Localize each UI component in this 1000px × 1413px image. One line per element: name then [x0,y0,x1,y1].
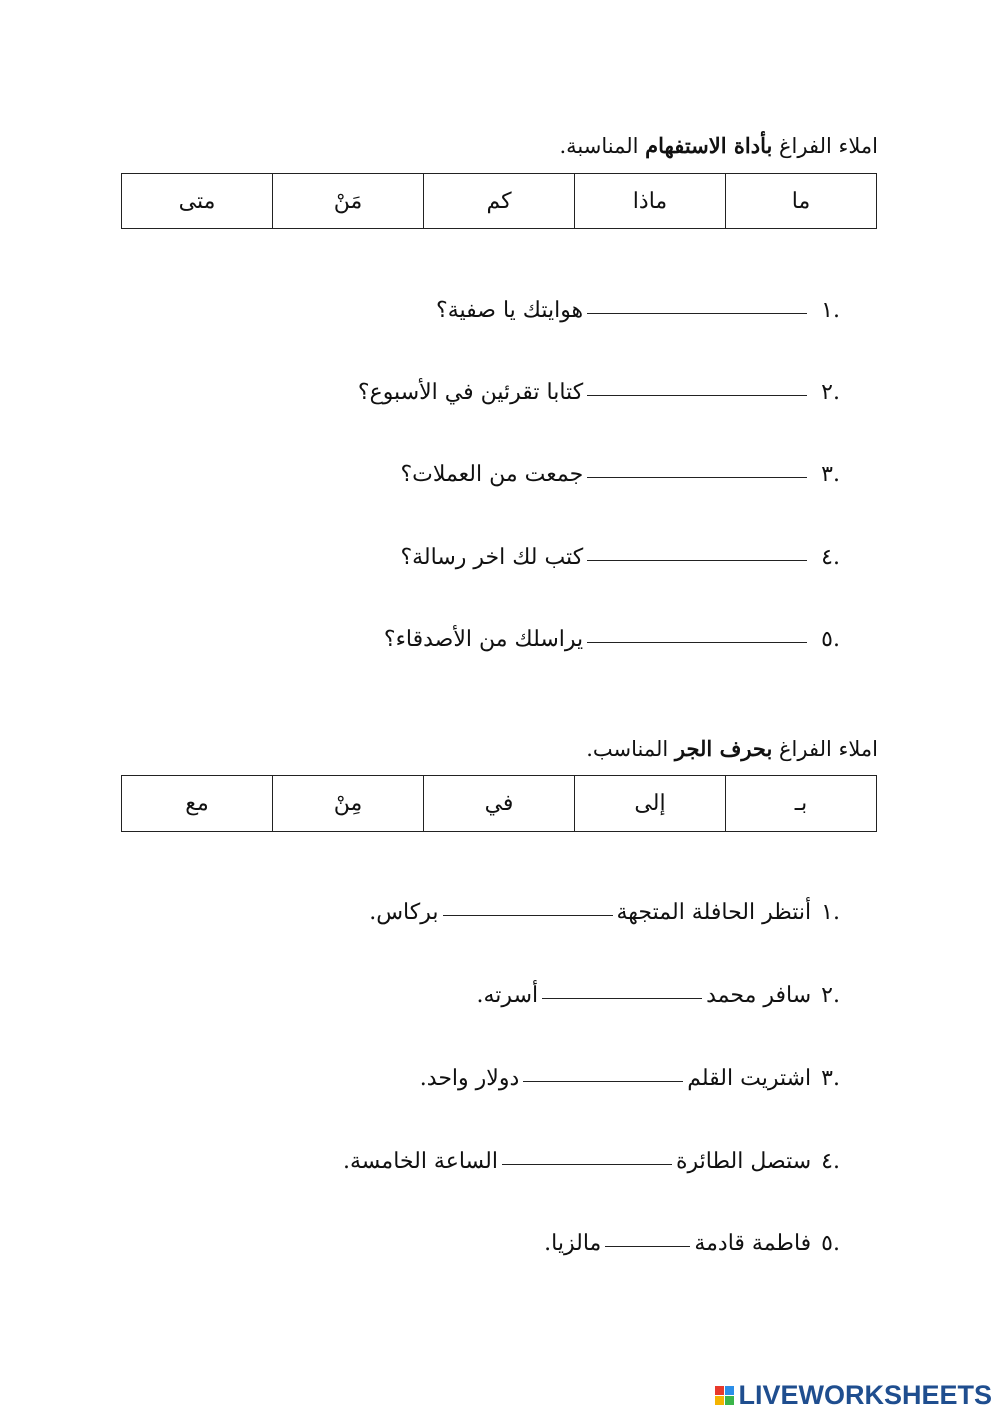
section2-item-3 [420,1066,840,1091]
section2-item-2 [477,983,840,1008]
item-number: .٢ [821,380,840,405]
section1-item-3 [400,462,840,487]
section2-instruction-pre: املاء الفراغ [772,737,878,761]
answer-blank[interactable] [587,394,807,396]
section1-item-5 [384,627,840,652]
item-text-before: اشتريت القلم [687,1066,812,1091]
word-bank-cell: مَنْ [273,174,424,229]
section2-item-5 [544,1231,840,1256]
section2-item-4 [343,1149,840,1174]
word-bank-cell: مع [122,776,273,832]
item-text-before: سافر محمد [706,983,812,1008]
answer-blank[interactable] [605,1245,690,1247]
item-text-before: أنتظر الحافلة المتجهة [616,900,812,925]
word-bank-cell: إلى [575,776,726,832]
answer-blank[interactable] [542,997,702,999]
answer-blank[interactable] [587,559,807,561]
item-text-after: جمعت من العملات؟ [400,462,584,487]
answer-blank[interactable] [523,1080,683,1082]
item-text-after: كتابا تقرئين في الأسبوع؟ [357,380,584,405]
word-bank-cell: بـ [726,776,877,832]
item-text-after: أسرته. [476,983,539,1008]
section1-instruction-post: المناسبة. [559,134,646,158]
answer-blank[interactable] [587,476,807,478]
item-number: .٤ [821,1149,840,1174]
section2-instruction [586,736,878,761]
item-text-after: بركاس. [369,900,439,925]
question-words-bank [121,173,877,229]
answer-blank[interactable] [443,914,613,916]
item-text-after: الساعة الخامسة. [343,1149,498,1174]
item-text-after: هوايتك يا صفية؟ [436,298,584,323]
word-bank-cell: متى [122,174,273,229]
answer-blank[interactable] [587,641,807,643]
answer-blank[interactable] [587,312,807,314]
word-bank-cell: مِنْ [273,776,424,832]
item-number: .٣ [821,462,840,487]
section2-instruction-post: المناسب. [586,737,675,761]
word-bank-cell: في [424,776,575,832]
word-bank-cell: ماذا [575,174,726,229]
item-text-after: يراسلك من الأصدقاء؟ [383,627,584,652]
section2-instruction-bold: بحرف الجر [674,736,773,761]
item-number: .٥ [821,1231,840,1256]
logo-text: LIVEWORKSHEETS [738,1380,992,1410]
word-bank-cell: ما [726,174,877,229]
word-bank-cell: كم [424,174,575,229]
section1-instruction-bold: بأداة الاستفهام [645,133,773,158]
item-text-after: مالزيا. [544,1231,602,1256]
item-text-before: ستصل الطائرة [676,1149,812,1174]
item-text-after: دولار واحد. [419,1066,520,1091]
item-text-after: كتب لك اخر رسالة؟ [400,545,584,570]
section2-item-1 [369,900,840,925]
liveworksheets-logo-icon [715,1386,734,1405]
item-number: .٢ [821,983,840,1008]
item-text-before: فاطمة قادمة [694,1231,812,1256]
section1-instruction [559,133,878,158]
item-number: .٣ [821,1066,840,1091]
item-number: .١ [821,298,840,323]
prepositions-bank [121,775,877,832]
item-number: .١ [821,900,840,925]
section1-item-2 [358,380,840,405]
liveworksheets-logo [715,1380,992,1411]
item-number: .٥ [821,627,840,652]
section1-item-4 [400,545,840,570]
answer-blank[interactable] [502,1163,672,1165]
section1-instruction-pre: املاء الفراغ [772,134,878,158]
item-number: .٤ [821,545,840,570]
section1-item-1 [436,298,840,323]
